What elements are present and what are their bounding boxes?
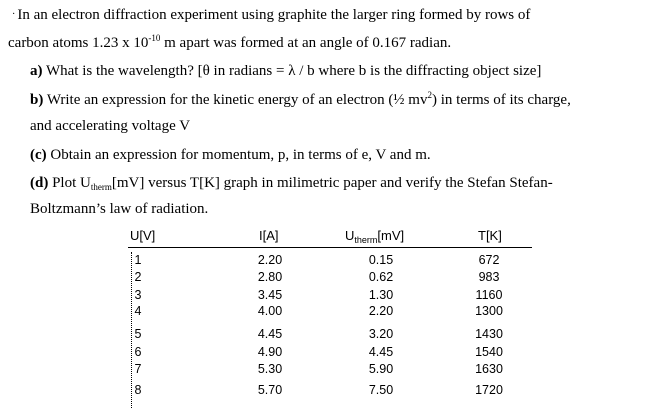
question-b — [30, 91, 571, 109]
cell-t: 983 — [478, 270, 500, 284]
cell-utherm: 7.50 — [368, 383, 394, 397]
header-t: T[K] — [478, 228, 502, 243]
data-table — [118, 228, 532, 408]
cell-u: 1 — [134, 253, 142, 267]
cell-utherm: 3.20 — [368, 327, 394, 341]
cell-t: 672 — [478, 253, 500, 267]
question-d-text: Plot U — [52, 175, 91, 191]
question-d-subscript: therm — [90, 182, 112, 192]
cell-utherm: 5.90 — [368, 362, 394, 376]
question-c-label: (c) — [30, 147, 47, 163]
cell-u: 4 — [134, 304, 142, 318]
cell-t: 1430 — [475, 327, 503, 341]
intro-line-1 — [12, 6, 530, 24]
header-utherm-unit: [mV] — [377, 228, 405, 243]
question-a-label: a) — [30, 63, 43, 79]
header-utherm-sub: therm — [354, 235, 378, 245]
header-i: I[A] — [259, 228, 279, 243]
cell-u: 3 — [134, 288, 142, 302]
cell-u: 7 — [134, 362, 142, 376]
cell-i: 4.45 — [257, 327, 283, 341]
cell-t: 1630 — [475, 362, 503, 376]
cell-t: 1720 — [475, 383, 503, 397]
header-utherm-main: U — [345, 228, 355, 243]
cell-utherm: 0.15 — [368, 253, 394, 267]
question-b-label: b) — [30, 92, 44, 108]
header-u: U[V] — [130, 228, 156, 243]
question-d-label: (d) — [30, 175, 49, 191]
cell-t: 1540 — [475, 345, 503, 359]
question-a-text: What is the wavelength? [θ in radians = λ / b where b is the diffracting object size] — [45, 63, 542, 79]
question-a — [30, 62, 541, 80]
cell-i: 5.70 — [257, 383, 283, 397]
cell-utherm: 0.62 — [368, 270, 394, 284]
cell-t: 1160 — [475, 288, 503, 302]
header-utherm — [345, 228, 404, 248]
cell-u: 5 — [134, 327, 142, 341]
bullet-icon: · — [12, 9, 16, 20]
question-d-line2 — [30, 200, 208, 218]
cell-utherm: 4.45 — [368, 345, 394, 359]
cell-u: 2 — [134, 270, 142, 284]
question-d-text-post: [mV] versus T[K] graph in milimetric paper and verify the Stefan Stefan- — [111, 175, 553, 191]
cell-t: 1300 — [475, 304, 503, 318]
question-b-text-post: ) in terms of its charge, — [431, 92, 571, 108]
cell-i: 5.30 — [257, 362, 283, 376]
question-c-text: Obtain an expression for momentum, p, in terms of e, V and m. — [50, 147, 431, 163]
question-d — [30, 174, 553, 196]
intro-exponent: -10 — [148, 33, 161, 43]
cell-u: 6 — [134, 345, 142, 359]
question-b-line2 — [30, 117, 190, 135]
cell-i: 4.90 — [257, 345, 283, 359]
question-b-text-2: and accelerating voltage V — [30, 118, 191, 134]
question-d-text-2: Boltzmann’s law of radiation. — [30, 201, 209, 217]
cell-utherm: 2.20 — [368, 304, 394, 318]
cell-i: 4.00 — [257, 304, 283, 318]
cell-i: 3.45 — [257, 288, 283, 302]
intro-text-1: In an electron diffraction experiment using graphite the larger ring formed by rows of — [17, 7, 531, 23]
intro-text-2-post: m apart was formed at an angle of 0.167 radian. — [160, 35, 452, 51]
cell-u: 8 — [134, 383, 142, 397]
cell-utherm: 1.30 — [368, 288, 394, 302]
question-b-text: Write an expression for the kinetic energy of an electron (½ mv — [46, 92, 428, 108]
intro-text-2: carbon atoms 1.23 x 10 — [8, 35, 149, 51]
question-b-exponent: 2 — [427, 90, 432, 100]
header-rule — [128, 247, 532, 248]
cell-i: 2.80 — [257, 270, 283, 284]
question-c — [30, 146, 431, 164]
intro-line-2 — [8, 34, 451, 52]
cell-i: 2.20 — [257, 253, 283, 267]
